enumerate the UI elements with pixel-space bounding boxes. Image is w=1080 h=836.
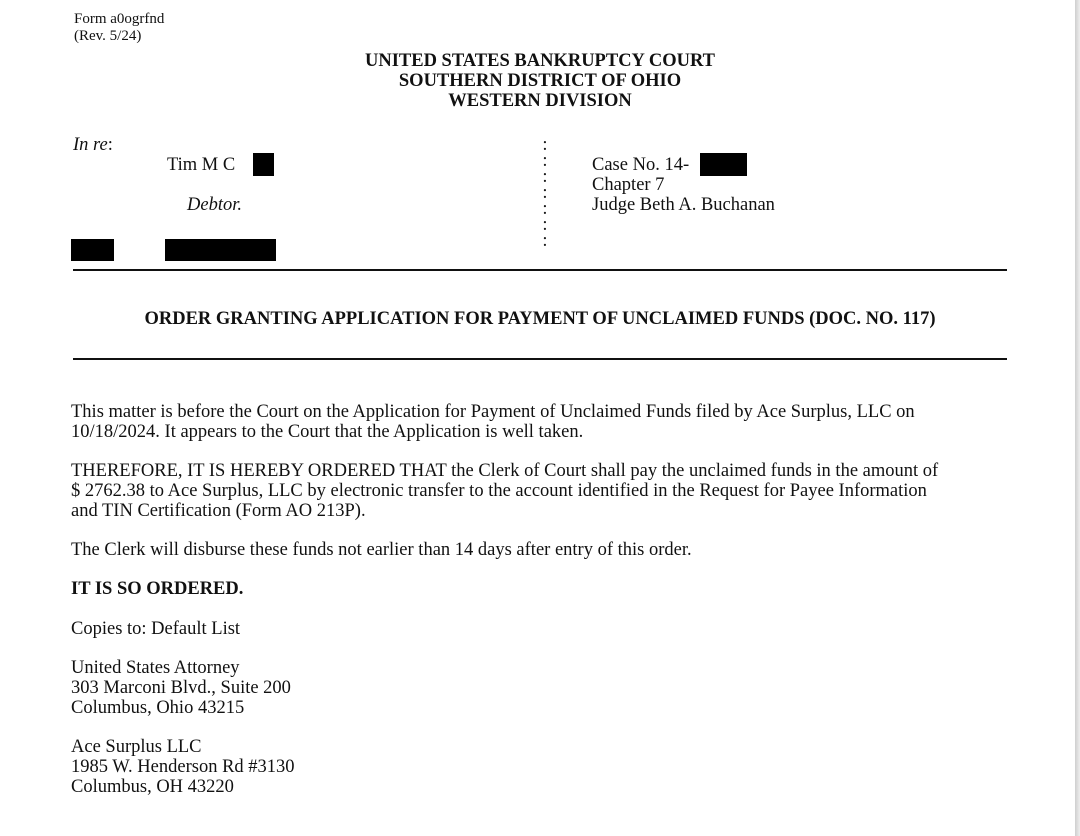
- copies-to: Copies to: Default List: [71, 619, 241, 639]
- recipient-street: 303 Marconi Blvd., Suite 200: [71, 678, 291, 698]
- paragraph-line: THEREFORE, IT IS HEREBY ORDERED THAT the Clerk of Court shall pay the unclaimed funds in the amount of: [71, 461, 939, 481]
- case-info: [592, 155, 775, 215]
- court-district: SOUTHERN DISTRICT OF OHIO: [398, 71, 682, 91]
- so-ordered: IT IS SO ORDERED.: [71, 579, 244, 599]
- page-edge-shadow: [1075, 0, 1080, 836]
- divider-top: [73, 269, 1007, 271]
- recipient-city: Columbus, Ohio 43215: [71, 698, 245, 718]
- debtor-name: Tim M C: [167, 155, 236, 175]
- separator-colon: :: [542, 183, 548, 203]
- separator-colon: :: [542, 167, 548, 187]
- chapter: Chapter 7: [592, 175, 665, 195]
- separator-colon: :: [542, 215, 548, 235]
- redaction-case-number: [700, 153, 747, 176]
- case-number: Case No. 14-: [592, 155, 690, 175]
- form-number: Form a0ogrfnd: [74, 11, 165, 27]
- separator-colon: :: [542, 135, 548, 155]
- recipient-attorney: [71, 658, 1011, 718]
- paragraph-line: and TIN Certification (Form AO 213P).: [71, 501, 366, 521]
- in-re-label: [73, 135, 113, 155]
- court-heading: [0, 51, 1080, 111]
- recipient-name: Ace Surplus LLC: [71, 737, 202, 757]
- separator-colon: :: [542, 151, 548, 171]
- redaction-block-right: [165, 239, 276, 261]
- paragraph-matter: [71, 402, 1011, 442]
- form-identifier: [74, 11, 164, 45]
- recipient-street: 1985 W. Henderson Rd #3130: [71, 757, 295, 777]
- redaction-debtor-surname: [253, 153, 274, 176]
- paragraph-disburse: The Clerk will disburse these funds not earlier than 14 days after entry of this order.: [71, 540, 692, 560]
- in-re-colon: :: [107, 135, 113, 155]
- recipient-city: Columbus, OH 43220: [71, 777, 234, 797]
- order-title: ORDER GRANTING APPLICATION FOR PAYMENT OF UNCLAIMED FUNDS (DOC. NO. 117): [144, 309, 936, 329]
- paragraph-line: $ 2762.38 to Ace Surplus, LLC by electronic transfer to the account identified in the Request for Payee Information: [71, 481, 927, 501]
- recipient-name: United States Attorney: [71, 658, 240, 678]
- separator-colon: :: [542, 199, 548, 219]
- judge: Judge Beth A. Buchanan: [592, 195, 775, 215]
- court-name: UNITED STATES BANKRUPTCY COURT: [364, 51, 716, 71]
- paragraph-line: This matter is before the Court on the Application for Payment of Unclaimed Funds filed by Ace Surplus, LLC on: [71, 402, 915, 422]
- redaction-block-left: [71, 239, 114, 261]
- caption-separator: [540, 137, 550, 249]
- separator-colon: :: [542, 231, 548, 251]
- in-re-text: In re: [73, 135, 108, 155]
- debtor-label: Debtor.: [187, 195, 242, 215]
- recipient-ace-surplus: [71, 737, 1011, 797]
- form-revision: (Rev. 5/24): [74, 28, 142, 44]
- paragraph-therefore: [71, 461, 1011, 521]
- divider-bottom: [73, 358, 1007, 360]
- paragraph-line: 10/18/2024. It appears to the Court that the Application is well taken.: [71, 422, 584, 442]
- court-division: WESTERN DIVISION: [448, 91, 632, 111]
